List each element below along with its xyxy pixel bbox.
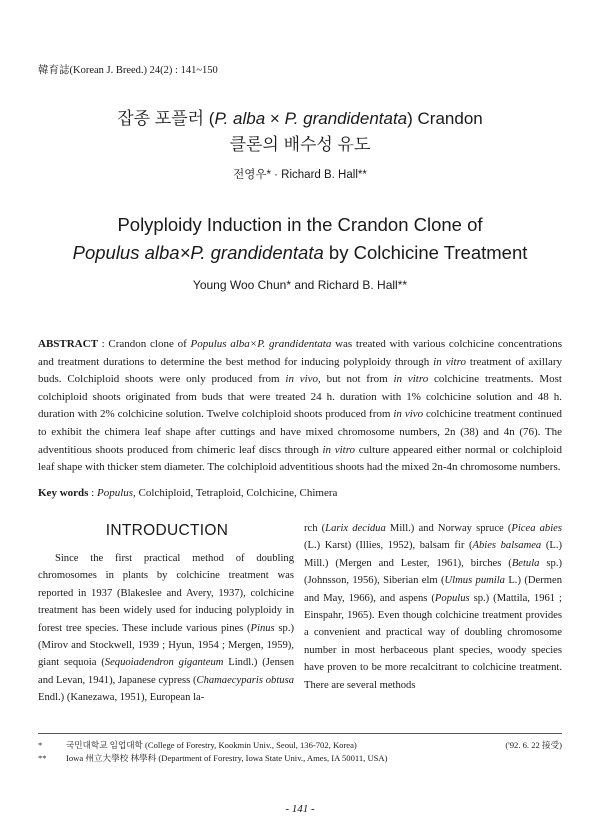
introduction-left-column bbox=[38, 550, 294, 707]
abstract-label: ABSTRACT bbox=[38, 338, 98, 350]
introduction-heading: INTRODUCTION bbox=[105, 522, 229, 539]
footnote-divider bbox=[38, 733, 562, 734]
footnote-2: ** Iowa 州立大學校 林學科 (Department of Forestry, Iowa State Univ., Ames, IA 50011, USA) bbox=[38, 753, 388, 763]
received-date: ('92. 6. 22 接受) bbox=[505, 740, 562, 750]
korean-authors: 전영우* · Richard B. Hall** bbox=[233, 169, 367, 181]
english-authors: Young Woo Chun* and Richard B. Hall** bbox=[192, 278, 408, 292]
journal-citation: 韓育誌(Korean J. Breed.) 24(2) : 141~150 bbox=[38, 65, 218, 76]
introduction-paragraph: Since the first practical method of doubling chromosomes in plants by colchicine treatment was reported in 1937 (Blakeslee and Avery, 1937), colchicine treatment has been widely used for inducing polyploidy in forest tree species. These include various pines (Pinus sp.) (Mirov and Stockwell, 1939 ; Hyun, 1954 ; Mergen, 1959), giant sequoia (Sequoiadendron giganteum Lindl.) (Jensen and Levan, 1941), Japanese cypress (Chamaecyparis obtusa Endl.) (Kanezawa, 1951), European la- bbox=[38, 553, 295, 704]
introduction-right-column bbox=[304, 520, 562, 694]
english-title-line-2: Populus alba×P. grandidentata by Colchicine Treatment bbox=[72, 242, 528, 263]
footnote-1: * 국민대학교 임업대학 (College of Forestry, Kookmin Univ., Seoul, 136-702, Korea) ('92. 6. 22 接受) bbox=[38, 740, 562, 750]
english-title-line-1: Polyploidy Induction in the Crandon Clone of bbox=[117, 214, 483, 235]
key-words: Key words : Populus, Colchiploid, Tetraploid, Colchicine, Chimera bbox=[38, 487, 338, 499]
abstract: ABSTRACT : Crandon clone of Populus alba×P. grandidentata was treated with various colchicine concentrations and treatment durations to determine the best method for inducing polyploidy through in vitro treatment of axillary buds. Colchiploid shoots were only produced from in vivo, but not from in vitro colchicine treatments. Most colchiploid shoots originated from buds that were treated 24 h. duration with 1% colchicine solution and 48 h. duration with 2% colchicine solution. Twelve colchiploid shoots produced from in vivo colchicine treatment continued to exhibit the chimera leaf shape after cuttings and have mixed chromosome numbers, 2n (38) and 4n (76). The adventitious shoots produced from chimeric leaf discs through in vitro culture appeared either normal or colchiploid leaf shape with thicker stem diameter. The colchiploid adventitious shoots had the mixed 2n-4n chromosome numbers. bbox=[38, 338, 562, 474]
page-number: - 141 - bbox=[285, 803, 315, 815]
korean-title-line-2: 클론의 배수성 유도 bbox=[229, 135, 371, 154]
korean-title-line-1: 잡종 포플러 (P. alba × P. grandidentata) Crandon bbox=[117, 109, 483, 128]
key-words-label: Key words bbox=[38, 487, 89, 499]
introduction-paragraph-continued: rch (Larix decidua Mill.) and Norway spruce (Picea abies (L.) Karst) (Illies, 1952), balsam fir (Abies balsamea (L.) Mill.) (Mergen and Lester, 1961), birches (Betula sp.) (Johnsson, 1956), Siberian elm (Ulmus pumila L.) (Dermen and May, 1966), and aspens (Populus sp.) (Mattila, 1961 ; Einspahr, 1965). Even though colchicine treatment provides a convenient and practical way of doubling chromosome number in most herbaceous plant species, woody species have proven to be more recalcitrant to colchicine treatment. There are several methods bbox=[304, 523, 563, 691]
